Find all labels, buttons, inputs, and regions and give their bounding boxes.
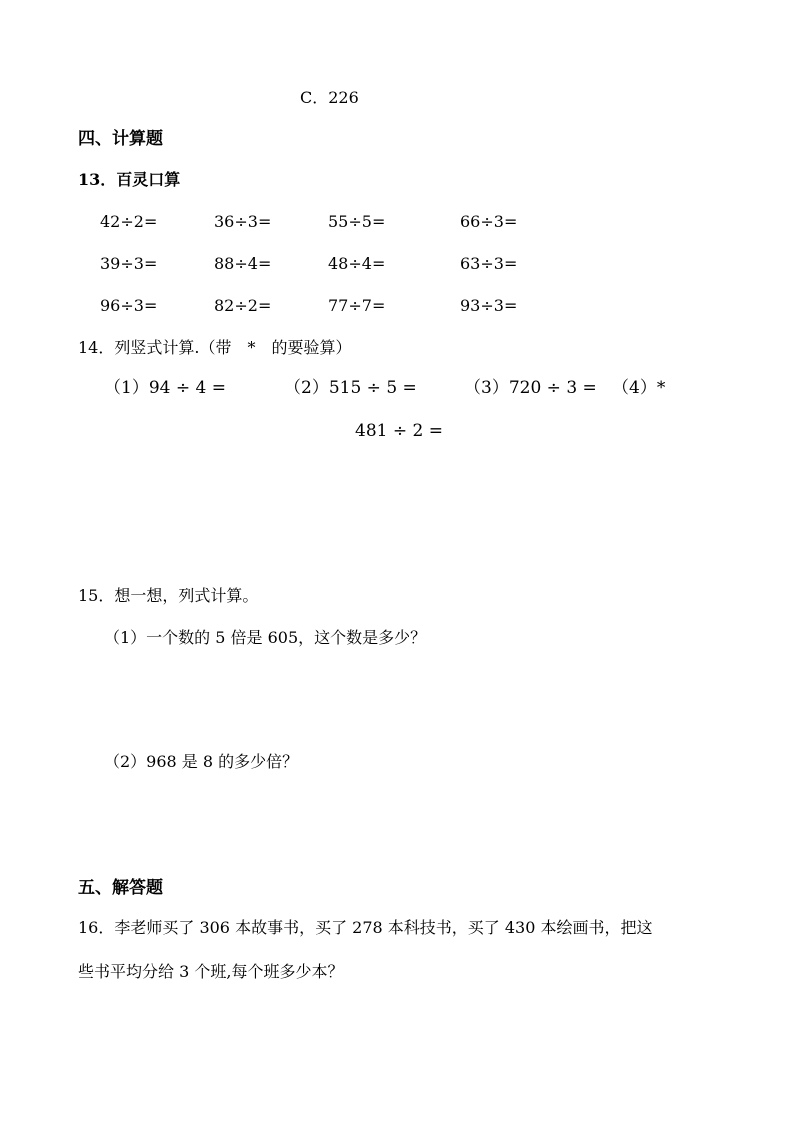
vertical-calc-item-1: （1）94 ÷ 4 = bbox=[104, 378, 226, 398]
question-14-label: 14．列竖式计算.（带 * 的要验算） bbox=[78, 338, 352, 357]
question-15-part-1: （1）一个数的 5 倍是 605，这个数是多少？ bbox=[104, 628, 427, 647]
oral-calc-r1c3: 55÷5= bbox=[328, 212, 386, 231]
question-13-label: 13．百灵口算 bbox=[78, 170, 181, 189]
question-15-label: 15．想一想，列式计算。 bbox=[78, 586, 259, 605]
oral-calc-r1c4: 66÷3= bbox=[460, 212, 518, 231]
vertical-calc-item-4-expression: 481 ÷ 2 = bbox=[355, 421, 443, 441]
vertical-calc-item-4: （4）* bbox=[612, 378, 666, 398]
oral-calc-r3c3: 77÷7= bbox=[328, 296, 386, 315]
oral-calc-r2c3: 48÷4= bbox=[328, 254, 386, 273]
question-16-line-1: 16．李老师买了 306 本故事书，买了 278 本科技书，买了 430 本绘画书，把这 bbox=[78, 918, 653, 937]
question-15-part-2: （2）968 是 8 的多少倍？ bbox=[104, 752, 299, 771]
oral-calc-r2c4: 63÷3= bbox=[460, 254, 518, 273]
oral-calc-r3c4: 93÷3= bbox=[460, 296, 518, 315]
section-4-title: 四、计算题 bbox=[78, 129, 163, 149]
vertical-calc-item-3: （3）720 ÷ 3 = bbox=[464, 378, 597, 398]
oral-calc-r1c1: 42÷2= bbox=[100, 212, 158, 231]
oral-calc-r3c1: 96÷3= bbox=[100, 296, 158, 315]
question-16-line-2: 些书平均分给 3 个班,每个班多少本？ bbox=[78, 962, 344, 981]
oral-calc-r2c1: 39÷3= bbox=[100, 254, 158, 273]
previous-option-c: C．226 bbox=[300, 88, 359, 107]
oral-calc-r1c2: 36÷3= bbox=[214, 212, 272, 231]
oral-calc-r2c2: 88÷4= bbox=[214, 254, 272, 273]
section-5-title: 五、解答题 bbox=[78, 878, 163, 898]
oral-calc-r3c2: 82÷2= bbox=[214, 296, 272, 315]
vertical-calc-item-2: （2）515 ÷ 5 = bbox=[284, 378, 417, 398]
